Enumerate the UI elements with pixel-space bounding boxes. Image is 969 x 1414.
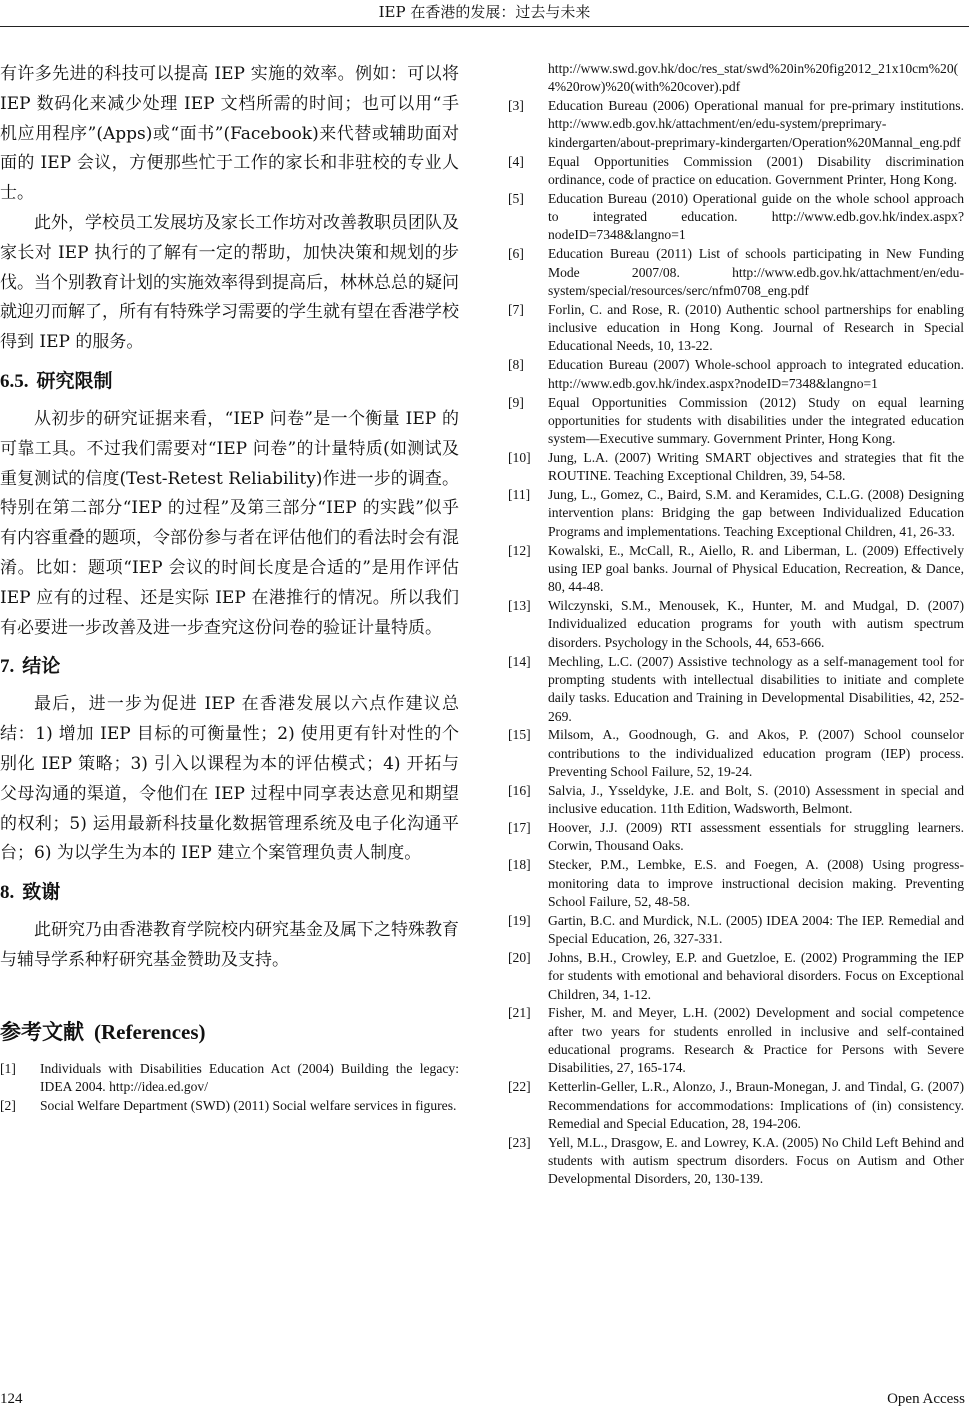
reference-item <box>508 726 964 781</box>
reference-text: Milsom, A., Goodnough, G. and Akos, P. (2007) School counselor contributions to the individualized education program (IEP) process. Preventing School Failure, 52, 19-24. <box>548 727 964 779</box>
reference-number: [5] <box>508 190 524 206</box>
reference-item <box>508 782 964 819</box>
reference-number: [16] <box>508 782 531 798</box>
reference-text: Hoover, J.J. (2009) RTI assessment essentials for struggling learners. Corwin, Thousand Oaks. <box>548 820 964 854</box>
reference-number: [14] <box>508 653 531 669</box>
right-column <box>508 60 964 1189</box>
reference-number: [10] <box>508 449 531 465</box>
reference-number: [6] <box>508 246 524 262</box>
reference-number: [1] <box>0 1060 16 1076</box>
reference-number: [17] <box>508 820 531 836</box>
reference-number: [11] <box>508 487 531 503</box>
section-heading-limitations <box>0 368 459 395</box>
reference-text: Wilczynski, S.M., Menousek, K., Hunter, M. and Mudgal, D. (2007) Individualized education programs for youth with autism spectrum disorders. Psychology in the Schools, 44, 653-666. <box>548 598 964 650</box>
paragraph-limitations: 从初步的研究证据来看，“IEP 问卷”是一个衡量 IEP 的可靠工具。不过我们需要对“IEP 问卷”的计量特质(如测试及重复测试的信度(Test-Retest Reliability)作进一步的调查。特别在第二部分“IEP 的过程”及第三部分“IEP 的实践”似乎有内容重叠的题项，令部份参与者在评估他们的看法时会有混淆。比如：题项“IEP 会议的时间长度是合适的”是用作评估 IEP 应有的过程、还是实际 IEP 在港推行的情况。所以我们有必要进一步改善及进一步查究这份问卷的验证计量特质。 <box>0 408 459 638</box>
reference-item <box>508 1078 964 1133</box>
paragraph-conclusion: 最后，进一步为促进 IEP 在香港发展以六点作建议总结：1) 增加 IEP 目标的可衡量性；2) 使用更有针对性的个别化 IEP 策略；3) 引入以课程为本的评估模式；4) 开拓与父母沟通的渠道，令他们在 IEP 过程中同享表达意见和期望的权利；5) 运用最新科技量化数据管理系统及电子化沟通平台；6) 为以学生为本的 IEP 建立个案管理负责人制度。 <box>0 694 459 864</box>
reference-number: [21] <box>508 1005 531 1021</box>
reference-text: Gartin, B.C. and Murdick, N.L. (2005) IDEA 2004: The IEP. Remedial and Special Education, 26, 327-331. <box>548 912 964 947</box>
header-rule <box>0 26 969 27</box>
section-title: 研究限制 <box>36 369 113 392</box>
reference-number: [18] <box>508 857 531 873</box>
reference-number: [19] <box>508 912 531 928</box>
reference-number: [8] <box>508 357 524 373</box>
section-heading-conclusion <box>0 653 459 680</box>
reference-text: Salvia, J., Ysseldyke, J.E. and Bolt, S. (2010) Assessment in special and inclusive education. 11th Edition, Wadsworth, Belmont. <box>548 782 964 817</box>
reference-text: Education Bureau (2011) List of schools participating in New Funding Mode 2007/08. http://www.edb.gov.hk/attachment/en/edu-system/special/resources/serc/nfm0708_eng.pdf <box>548 246 964 298</box>
reference-text: Education Bureau (2006) Operational manual for pre-primary institutions. http://www.edb.gov.hk/attachment/en/edu-system/preprimary-kindergarten/about-preprimary-kindergarten/Operation%20Mannal_eng.pdf <box>548 98 964 150</box>
reference-text: Stecker, P.M., Lembke, E.S. and Foegen, A. (2008) Using progress-monitoring data to improve instructional decision making. Preventing School Failure, 52, 48-58. <box>548 857 964 909</box>
references-heading <box>0 1018 459 1046</box>
reference-number: [23] <box>508 1134 531 1150</box>
reference-item <box>508 153 964 190</box>
reference-text: Jung, L.A. (2007) Writing SMART objectives and strategies that fit the ROUTINE. Teaching Exceptional Children, 39, 54-58. <box>548 449 964 484</box>
paragraph-technology: 有许多先进的科技可以提高 IEP 实施的效率。例如：可以将 IEP 数码化来减少处理 IEP 文档所需的时间；也可以用“手机应用程序”(Apps)或“面书”(Facebook)来代替或辅助面对面的 IEP 会议，方便那些忙于工作的家长和非驻校的专业人士。 <box>0 64 459 204</box>
reference-text: Education Bureau (2007) Whole-school approach to integrated education. http://www.edb.gov.hk/index.aspx?nodeID=7348&langno=1 <box>548 357 964 391</box>
reference-number: [3] <box>508 98 524 114</box>
reference-text: Education Bureau (2010) Operational guide on the whole school approach to integrated education. http://www.edb.gov.hk/index.aspx?nodeID=7348&langno=1 <box>548 190 964 243</box>
reference-text: http://www.swd.gov.hk/doc/res_stat/swd%20in%20fig2012_21x10cm%20(4%20row)%20(with%20cover).pdf <box>548 61 959 95</box>
reference-item <box>508 356 964 393</box>
paragraph-acknowledgements: 此研究乃由香港教育学院校内研究基金及属下之特殊教育与辅导学系种籽研究基金赞助及支持。 <box>0 920 459 970</box>
reference-item <box>508 819 964 856</box>
reference-item <box>508 912 964 949</box>
reference-number: [13] <box>508 598 531 614</box>
reference-item <box>508 190 964 245</box>
reference-text: Jung, L., Gomez, C., Baird, S.M. and Keramides, C.L.G. (2008) Designing intervention plans: Bridging the gap between Individualized Education Programs and implementations. Teaching Exceptional Children, 41, 26-33. <box>548 487 964 539</box>
reference-item <box>508 1004 964 1077</box>
reference-item <box>508 301 964 356</box>
reference-number: [9] <box>508 394 524 410</box>
section-number: 6.5. <box>0 370 29 392</box>
reference-item <box>508 245 964 300</box>
reference-list <box>508 97 964 1188</box>
reference-number: [12] <box>508 542 531 558</box>
reference-item <box>508 949 964 1004</box>
reference-number: [22] <box>508 1079 531 1095</box>
reference-text: Kowalski, E., McCall, R., Aiello, R. and Liberman, L. (2009) Effectively using IEP goal banks. Journal of Physical Education, Recreation, & Dance, 80, 44-48. <box>548 542 964 595</box>
reference-number: [15] <box>508 727 531 743</box>
reference-text: Johns, B.H., Crowley, E.P. and Guetzloe, E. (2002) Programming the IEP for students with emotional and behavioral disorders. Focus on Exceptional Children, 34, 1-12. <box>548 949 964 1002</box>
reference-item <box>508 597 964 652</box>
reference-number: [4] <box>508 153 524 169</box>
reference-text: Fisher, M. and Meyer, L.H. (2002) Development and social competence after two years for students enrolled in inclusive and self-contained educational programs. Research & Practice for Persons with Severe Disabilities, 27, 165-174. <box>548 1005 964 1076</box>
reference-continuation <box>508 60 964 97</box>
reference-text: Social Welfare Department (SWD) (2011) Social welfare services in figures. <box>40 1097 457 1113</box>
reference-text: Forlin, C. and Rose, R. (2010) Authentic school partnerships for enabling inclusive education in Hong Kong. Journal of Research in Special Educational Needs, 10, 13-22. <box>548 301 964 354</box>
reference-text: Mechling, L.C. (2007) Assistive technology as a self-management tool for prompting students with intellectual disabilities to initiate and complete daily tasks. Education and Training in Developmental Disabilities, 42, 252-269. <box>548 653 964 724</box>
reference-item <box>508 856 964 911</box>
left-column <box>0 60 459 1116</box>
section-number: 8. <box>0 882 15 904</box>
reference-text: Yell, M.L., Drasgow, E. and Lowrey, K.A. (2005) No Child Left Behind and students with autism spectrum disorders. Focus on Autism and Other Developmental Disorders, 20, 130-139. <box>548 1134 964 1187</box>
reference-item <box>508 97 964 152</box>
reference-number: [20] <box>508 949 531 965</box>
reference-number: [7] <box>508 301 524 317</box>
paragraph-workshops: 此外，学校员工发展坊及家长工作坊对改善教职员团队及家长对 IEP 执行的了解有一定的帮助，加快决策和规划的步伐。当个别教育计划的实施效率得到提高后，林林总总的疑问就迎刃而解了，所有有特殊学习需要的学生就有望在香港学校得到 IEP 的服务。 <box>0 212 459 353</box>
page-number: 124 <box>0 1391 23 1407</box>
section-title: 致谢 <box>22 881 61 904</box>
reference-item <box>508 449 964 486</box>
reference-number: [2] <box>0 1097 16 1113</box>
reference-text: Ketterlin-Geller, L.R., Alonzo, J., Braun-Monegan, J. and Tindal, G. (2007) Recommendations for accommodations: Implications of (in) consistency. Remedial and Special Education, 28, 194-206. <box>548 1079 964 1131</box>
reference-item <box>508 653 964 726</box>
reference-item <box>508 1134 964 1189</box>
section-heading-acknowledgements <box>0 879 459 906</box>
section-number: 7. <box>0 656 15 678</box>
references-title-zh: 参考文献 <box>0 1019 84 1044</box>
reference-text: Equal Opportunities Commission (2001) Disability discrimination ordinance, code of practice on education. Government Printer, Hong Kong. <box>548 153 964 187</box>
reference-text: Equal Opportunities Commission (2012) Study on equal learning opportunities for students with disabilities under the integrated education system—Executive summary. Government Printer, Hong Kong. <box>548 394 964 447</box>
section-title: 结论 <box>22 655 61 678</box>
reference-item <box>0 1097 459 1115</box>
publisher-label: Open Access <box>887 1391 965 1407</box>
reference-item <box>508 542 964 597</box>
reference-item <box>508 486 964 541</box>
reference-item <box>508 394 964 449</box>
reference-text: Individuals with Disabilities Education Act (2004) Building the legacy: IDEA 2004. http://idea.ed.gov/ <box>40 1060 459 1095</box>
references-title-en: (References) <box>94 1019 206 1044</box>
running-title: IEP 在香港的发展：过去与未来 <box>378 3 591 21</box>
reference-item <box>0 1060 459 1097</box>
